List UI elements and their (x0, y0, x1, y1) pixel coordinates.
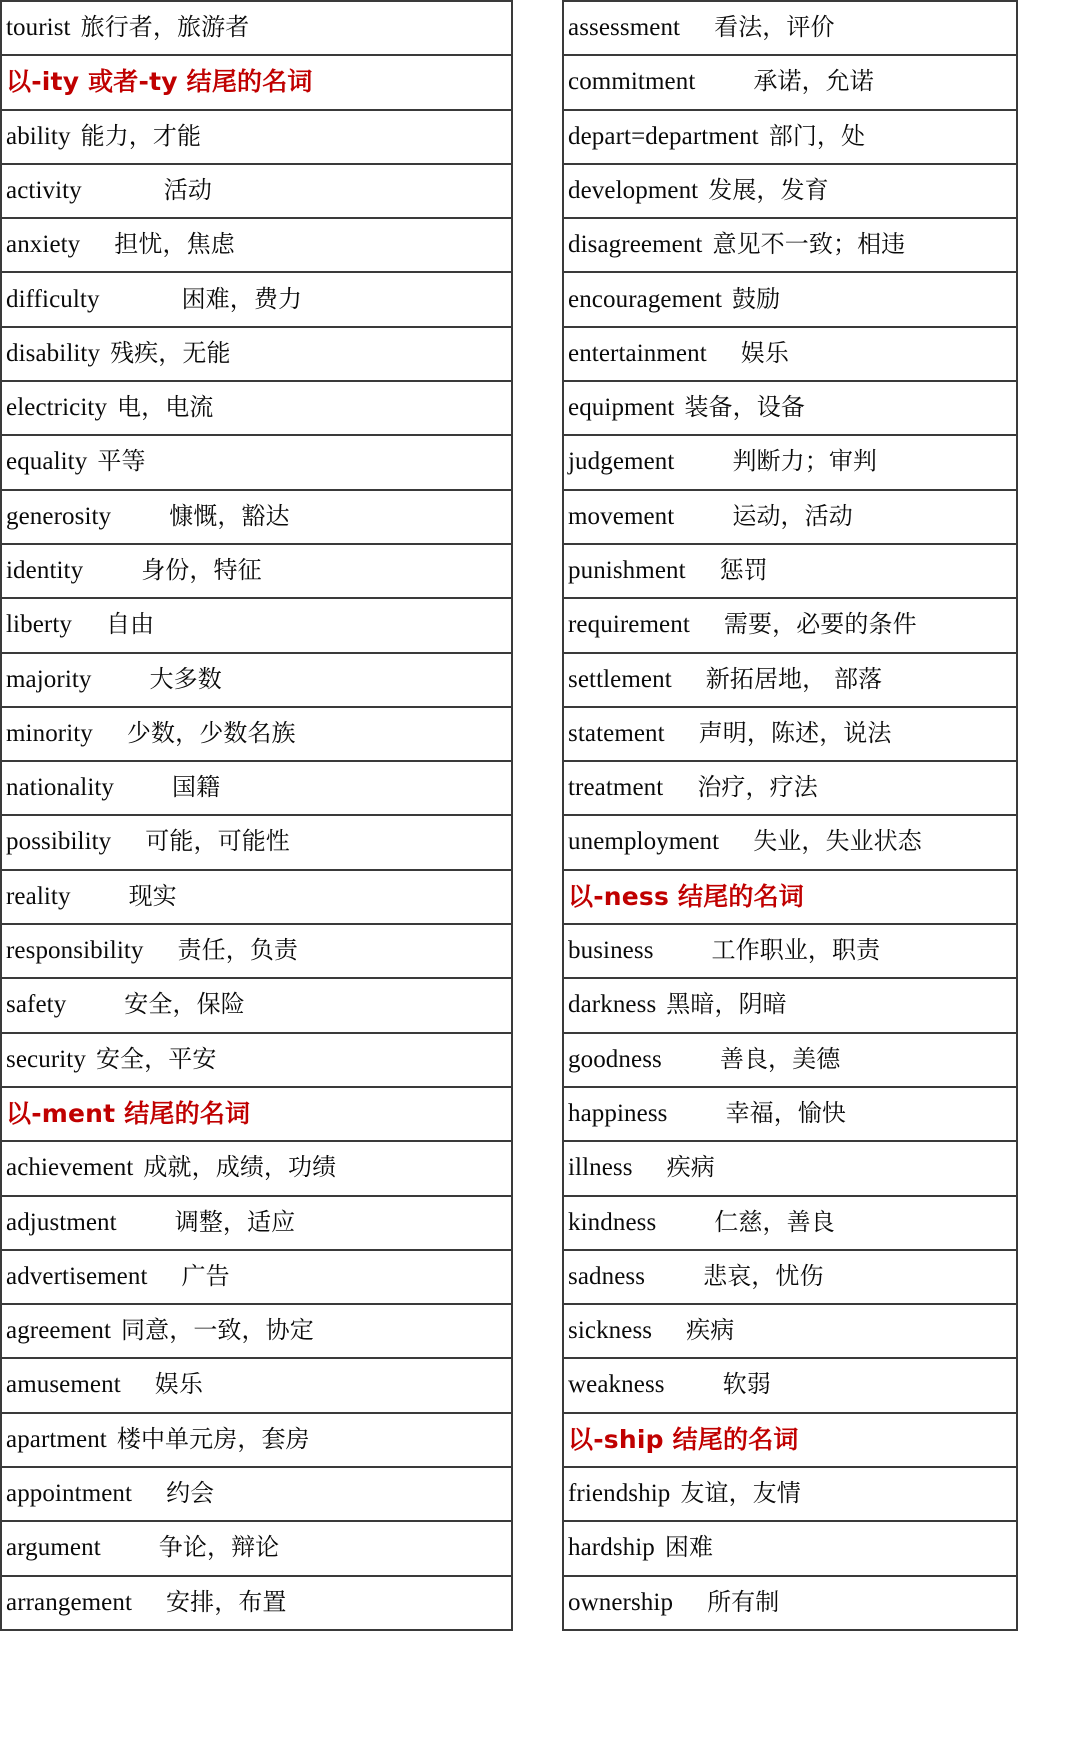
vocabulary-entry (6, 286, 302, 313)
vocabulary-cell (1, 653, 512, 707)
english-word: ability (6, 122, 71, 150)
chinese-meaning: 看法，评价 (714, 13, 835, 42)
vocabulary-entry (6, 231, 235, 258)
vocabulary-cell (1, 815, 512, 869)
vocabulary-entry (6, 14, 249, 41)
chinese-meaning: 软弱 (722, 1370, 771, 1399)
english-word: advertisement (6, 1262, 148, 1290)
chinese-meaning: 成就，成绩，功绩 (143, 1153, 337, 1182)
chinese-meaning: 自由 (105, 610, 155, 639)
table-row (563, 761, 1017, 815)
table-row (1, 978, 512, 1032)
english-word: encouragement (568, 285, 722, 313)
chinese-meaning: 悲哀，忧伤 (703, 1261, 824, 1290)
chinese-meaning: 失业，失业状态 (753, 827, 922, 856)
chinese-meaning: 现实 (128, 881, 177, 910)
english-word: punishment (568, 556, 686, 584)
table-row (563, 1304, 1017, 1358)
chinese-meaning: 可能，可能性 (145, 827, 290, 856)
vocabulary-cell (1, 707, 512, 761)
vocabulary-cell (1, 272, 512, 326)
vocabulary-cell (563, 1250, 1017, 1304)
chinese-meaning: 责任，负责 (177, 936, 299, 965)
vocabulary-entry (568, 177, 829, 204)
chinese-meaning: 慷慨，豁达 (169, 501, 290, 530)
section-heading-cell (563, 870, 1017, 924)
vocabulary-entry (6, 1426, 310, 1453)
english-word: generosity (6, 502, 112, 530)
table-body-left (1, 1, 512, 1630)
vocabulary-cell (1, 1521, 512, 1575)
chinese-meaning: 工作职业，职责 (711, 936, 881, 965)
vocabulary-cell (563, 1141, 1017, 1195)
table-row (1, 327, 512, 381)
chinese-meaning: 能力，才能 (80, 121, 202, 150)
english-word: apartment (6, 1425, 107, 1453)
chinese-meaning: 善良，美德 (719, 1044, 841, 1073)
chinese-meaning: 疾病 (666, 1153, 715, 1182)
table-row (1, 815, 512, 869)
table-row (563, 1141, 1017, 1195)
vocabulary-cell (563, 327, 1017, 381)
chinese-meaning: 惩罚 (719, 555, 768, 584)
section-heading-cell (1, 55, 512, 109)
table-row (563, 1087, 1017, 1141)
vocabulary-cell (563, 978, 1017, 1032)
vocabulary-entry (568, 1046, 840, 1073)
english-word: depart=department (568, 122, 759, 150)
english-word: identity (6, 556, 84, 584)
vocabulary-entry (568, 503, 853, 530)
vocabulary-entry (6, 1209, 295, 1236)
vocabulary-cell (1, 978, 512, 1032)
english-word: minority (6, 719, 93, 747)
table-row (563, 1358, 1017, 1412)
vocabulary-entry (6, 448, 146, 475)
vocabulary-entry (568, 1317, 734, 1344)
vocabulary-table-right (562, 0, 1018, 1631)
vocabulary-cell (563, 272, 1017, 326)
table-row (563, 164, 1017, 218)
chinese-meaning: 承诺，允诺 (753, 67, 874, 96)
vocabulary-cell (1, 435, 512, 489)
vocabulary-entry (568, 1589, 779, 1616)
chinese-meaning: 约会 (166, 1479, 215, 1508)
vocabulary-entry (568, 286, 780, 313)
vocabulary-cell (563, 1196, 1017, 1250)
english-word: happiness (568, 1099, 668, 1127)
chinese-meaning: 楼中单元房，套房 (116, 1424, 310, 1453)
vocabulary-cell (1, 1, 512, 55)
chinese-meaning: 发展，发育 (708, 175, 829, 204)
vocabulary-entry (6, 611, 154, 638)
table-row (563, 598, 1017, 652)
table-row (1, 1141, 512, 1195)
section-heading-row (1, 1087, 512, 1141)
chinese-meaning: 平等 (97, 447, 146, 476)
table-row (1, 1358, 512, 1412)
vocabulary-cell (1, 924, 512, 978)
chinese-meaning: 所有制 (707, 1587, 780, 1616)
vocabulary-entry (568, 937, 880, 964)
table-row (1, 435, 512, 489)
vocabulary-cell (563, 1358, 1017, 1412)
english-word: commitment (568, 68, 696, 96)
vocabulary-cell (563, 490, 1017, 544)
table-row (1, 218, 512, 272)
chinese-meaning: 少数，少数名族 (126, 718, 296, 747)
vocabulary-cell (1, 381, 512, 435)
vocabulary-cell (1, 1141, 512, 1195)
vocabulary-entry (568, 231, 905, 258)
chinese-meaning: 意见不一致；相违 (712, 230, 906, 259)
vocabulary-entry (6, 1263, 230, 1290)
vocabulary-entry (6, 774, 220, 801)
chinese-meaning: 旅行者，旅游者 (80, 13, 250, 42)
table-row (1, 1467, 512, 1521)
chinese-meaning: 友谊，友情 (680, 1479, 801, 1508)
table-row (1, 381, 512, 435)
table-row (1, 1, 512, 55)
english-word: responsibility (6, 937, 144, 965)
english-word: equipment (568, 394, 675, 422)
vocabulary-cell (563, 598, 1017, 652)
vocabulary-cell (563, 381, 1017, 435)
vocabulary-cell (1, 1033, 512, 1087)
section-heading-label: 以-ity 或者-ty 结尾的名词 (6, 67, 313, 97)
vocabulary-cell (1, 218, 512, 272)
table-body-right (563, 1, 1017, 1630)
vocabulary-entry (568, 123, 865, 150)
chinese-meaning: 安全，保险 (124, 990, 245, 1019)
section-heading-cell (1, 1087, 512, 1141)
english-word: amusement (6, 1371, 121, 1399)
english-word: argument (6, 1534, 101, 1562)
english-word: electricity (6, 394, 108, 422)
vocabulary-entry (568, 1480, 801, 1507)
vocabulary-entry (6, 720, 296, 747)
vocabulary-entry (6, 503, 290, 530)
english-word: disability (6, 339, 101, 367)
english-word: appointment (6, 1480, 133, 1508)
english-word: kindness (568, 1208, 657, 1236)
english-word: requirement (568, 611, 690, 639)
vocabulary-cell (563, 435, 1017, 489)
english-word: business (568, 937, 654, 965)
chinese-meaning: 声明，陈述，说法 (698, 718, 892, 747)
table-row (1, 110, 512, 164)
section-heading-label: 以-ment 结尾的名词 (6, 1098, 251, 1128)
vocabulary-entry (6, 177, 212, 204)
table-row (563, 978, 1017, 1032)
vocabulary-entry (568, 611, 917, 638)
vocabulary-cell (563, 1087, 1017, 1141)
table-row (563, 490, 1017, 544)
english-word: safety (6, 991, 67, 1019)
vocabulary-cell (1, 1576, 512, 1630)
table-row (563, 272, 1017, 326)
chinese-meaning: 活动 (163, 175, 212, 204)
table-row (1, 761, 512, 815)
chinese-meaning: 黑暗，阴暗 (666, 990, 787, 1019)
vocabulary-cell (563, 164, 1017, 218)
chinese-meaning: 电，电流 (117, 393, 214, 422)
vocabulary-entry (6, 1589, 287, 1616)
table-row (1, 1196, 512, 1250)
vocabulary-cell (1, 110, 512, 164)
table-row (563, 544, 1017, 598)
english-word: statement (568, 719, 665, 747)
vocabulary-cell (1, 1250, 512, 1304)
vocabulary-entry (568, 557, 768, 584)
vocabulary-cell (1, 870, 512, 924)
table-row (563, 707, 1017, 761)
vocabulary-cell (563, 1, 1017, 55)
table-row (1, 1413, 512, 1467)
english-word: sadness (568, 1262, 646, 1290)
english-word: darkness (568, 991, 657, 1019)
english-word: majority (6, 665, 92, 693)
chinese-meaning: 需要，必要的条件 (723, 610, 917, 639)
section-heading-row (563, 1413, 1017, 1467)
table-row (563, 435, 1017, 489)
vocabulary-table-left (0, 0, 513, 1631)
chinese-meaning: 安全，平安 (95, 1044, 217, 1073)
table-row (1, 924, 512, 978)
vocabulary-cell (1, 1304, 512, 1358)
vocabulary-entry (568, 68, 874, 95)
english-word: hardship (568, 1534, 655, 1562)
english-word: anxiety (6, 231, 81, 259)
vocabulary-entry (6, 1154, 336, 1181)
table-row (563, 924, 1017, 978)
vocabulary-cell (563, 1521, 1017, 1575)
table-row (563, 1, 1017, 55)
chinese-meaning: 娱乐 (154, 1370, 203, 1399)
table-row (1, 1033, 512, 1087)
vocabulary-entry (568, 1209, 835, 1236)
vocabulary-cell (1, 1358, 512, 1412)
vocabulary-entry (568, 394, 805, 421)
vocabulary-entry (568, 991, 787, 1018)
vocabulary-cell (563, 1304, 1017, 1358)
english-word: illness (568, 1154, 633, 1182)
table-row (1, 544, 512, 598)
vocabulary-cell (1, 490, 512, 544)
table-row (563, 1576, 1017, 1630)
vocabulary-entry (6, 123, 201, 150)
chinese-meaning: 残疾，无能 (110, 338, 231, 367)
vocabulary-entry (568, 340, 789, 367)
english-word: achievement (6, 1154, 134, 1182)
vocabulary-cell (563, 1033, 1017, 1087)
english-word: arrangement (6, 1588, 133, 1616)
chinese-meaning: 娱乐 (740, 338, 789, 367)
vocabulary-entry (568, 14, 835, 41)
vocabulary-cell (1, 544, 512, 598)
vocabulary-entry (6, 340, 231, 367)
table-row (563, 218, 1017, 272)
vocabulary-entry (6, 1046, 216, 1073)
table-row (1, 653, 512, 707)
english-word: tourist (6, 14, 71, 42)
vocabulary-cell (1, 1467, 512, 1521)
chinese-meaning: 部门，处 (768, 121, 866, 150)
table-row (1, 1576, 512, 1630)
table-row (1, 598, 512, 652)
vocabulary-entry (6, 557, 262, 584)
english-word: agreement (6, 1317, 112, 1345)
english-word: goodness (568, 1045, 662, 1073)
english-word: assessment (568, 14, 681, 42)
english-word: difficulty (6, 285, 100, 313)
table-row (1, 870, 512, 924)
english-word: ownership (568, 1588, 674, 1616)
vocabulary-cell (1, 761, 512, 815)
vocabulary-entry (568, 1154, 715, 1181)
english-word: movement (568, 502, 675, 530)
table-row (563, 327, 1017, 381)
vocabulary-entry (6, 937, 298, 964)
vocabulary-cell (563, 218, 1017, 272)
chinese-meaning: 国籍 (172, 773, 221, 802)
english-word: liberty (6, 611, 72, 639)
section-heading-label: 以-ness 结尾的名词 (568, 881, 804, 911)
vocabulary-cell (563, 544, 1017, 598)
vocabulary-entry (568, 1100, 846, 1127)
english-word: equality (6, 448, 88, 476)
table-row (563, 381, 1017, 435)
vocabulary-entry (6, 991, 245, 1018)
vocabulary-cell (563, 1467, 1017, 1521)
chinese-meaning: 广告 (181, 1261, 230, 1290)
section-heading-cell (563, 1413, 1017, 1467)
vocabulary-cell (1, 598, 512, 652)
table-row (1, 490, 512, 544)
vocabulary-cell (1, 164, 512, 218)
english-word: nationality (6, 774, 115, 802)
vocabulary-cell (563, 761, 1017, 815)
english-word: sickness (568, 1317, 653, 1345)
table-row (563, 55, 1017, 109)
vocabulary-entry (6, 394, 213, 421)
vocabulary-entry (6, 1480, 214, 1507)
vocabulary-cell (1, 327, 512, 381)
vocabulary-cell (1, 1196, 512, 1250)
section-heading-row (563, 870, 1017, 924)
vocabulary-cell (563, 110, 1017, 164)
vocabulary-cell (563, 924, 1017, 978)
chinese-meaning: 困难 (664, 1533, 714, 1562)
vocabulary-entry (568, 1263, 824, 1290)
table-row (563, 1467, 1017, 1521)
table-row (563, 110, 1017, 164)
chinese-meaning: 调整，适应 (174, 1207, 296, 1236)
vocabulary-entry (568, 774, 818, 801)
chinese-meaning: 争论，辩论 (158, 1533, 280, 1562)
chinese-meaning: 大多数 (149, 664, 222, 693)
chinese-meaning: 安排，布置 (166, 1587, 287, 1616)
table-row (563, 815, 1017, 869)
vocabulary-entry (568, 828, 922, 855)
vocabulary-entry (568, 448, 877, 475)
chinese-meaning: 幸福，愉快 (725, 1098, 846, 1127)
english-word: unemployment (568, 828, 720, 856)
table-row (563, 1033, 1017, 1087)
vocabulary-entry (6, 666, 222, 693)
english-word: judgement (568, 448, 675, 476)
chinese-meaning: 身份，特征 (141, 555, 262, 584)
english-word: treatment (568, 774, 664, 802)
table-row (563, 1196, 1017, 1250)
table-row (1, 272, 512, 326)
table-row (1, 707, 512, 761)
english-word: entertainment (568, 339, 707, 367)
table-row (563, 1250, 1017, 1304)
chinese-meaning: 装备，设备 (684, 393, 805, 422)
table-row (1, 164, 512, 218)
vocabulary-cell (563, 55, 1017, 109)
table-row (563, 1521, 1017, 1575)
section-heading-label: 以-ship 结尾的名词 (568, 1424, 799, 1454)
vocabulary-entry (6, 883, 177, 910)
table-row (1, 1521, 512, 1575)
english-word: possibility (6, 828, 112, 856)
english-word: settlement (568, 665, 672, 693)
vocabulary-entry (568, 1371, 771, 1398)
chinese-meaning: 同意，一致，协定 (121, 1316, 314, 1345)
chinese-meaning: 疾病 (686, 1316, 735, 1345)
chinese-meaning: 困难，费力 (181, 284, 303, 313)
chinese-meaning: 治疗，疗法 (697, 773, 818, 802)
vocabulary-entry (568, 666, 882, 693)
vocabulary-entry (568, 1534, 713, 1561)
english-word: disagreement (568, 231, 703, 259)
chinese-meaning: 担忧，焦虑 (114, 230, 235, 259)
vocabulary-cell (563, 1576, 1017, 1630)
vocabulary-entry (568, 720, 892, 747)
chinese-meaning: 新拓居地， 部落 (705, 664, 883, 693)
english-word: adjustment (6, 1208, 117, 1236)
english-word: reality (6, 882, 71, 910)
vocabulary-cell (563, 653, 1017, 707)
chinese-meaning: 鼓励 (732, 284, 781, 313)
table-row (1, 1304, 512, 1358)
english-word: security (6, 1045, 86, 1073)
english-word: activity (6, 176, 82, 204)
vocabulary-cell (1, 1413, 512, 1467)
chinese-meaning: 仁慈，善良 (714, 1207, 835, 1236)
vocabulary-cell (563, 707, 1017, 761)
vocabulary-entry (6, 1371, 203, 1398)
vocabulary-cell (563, 815, 1017, 869)
chinese-meaning: 运动，活动 (732, 501, 853, 530)
vocabulary-entry (6, 1317, 314, 1344)
chinese-meaning: 判断力；审判 (732, 447, 878, 476)
vocabulary-entry (6, 828, 290, 855)
english-word: friendship (568, 1480, 671, 1508)
table-row (563, 653, 1017, 707)
table-row (1, 1250, 512, 1304)
english-word: development (568, 176, 699, 204)
english-word: weakness (568, 1371, 665, 1399)
vocabulary-entry (6, 1534, 279, 1561)
section-heading-row (1, 55, 512, 109)
